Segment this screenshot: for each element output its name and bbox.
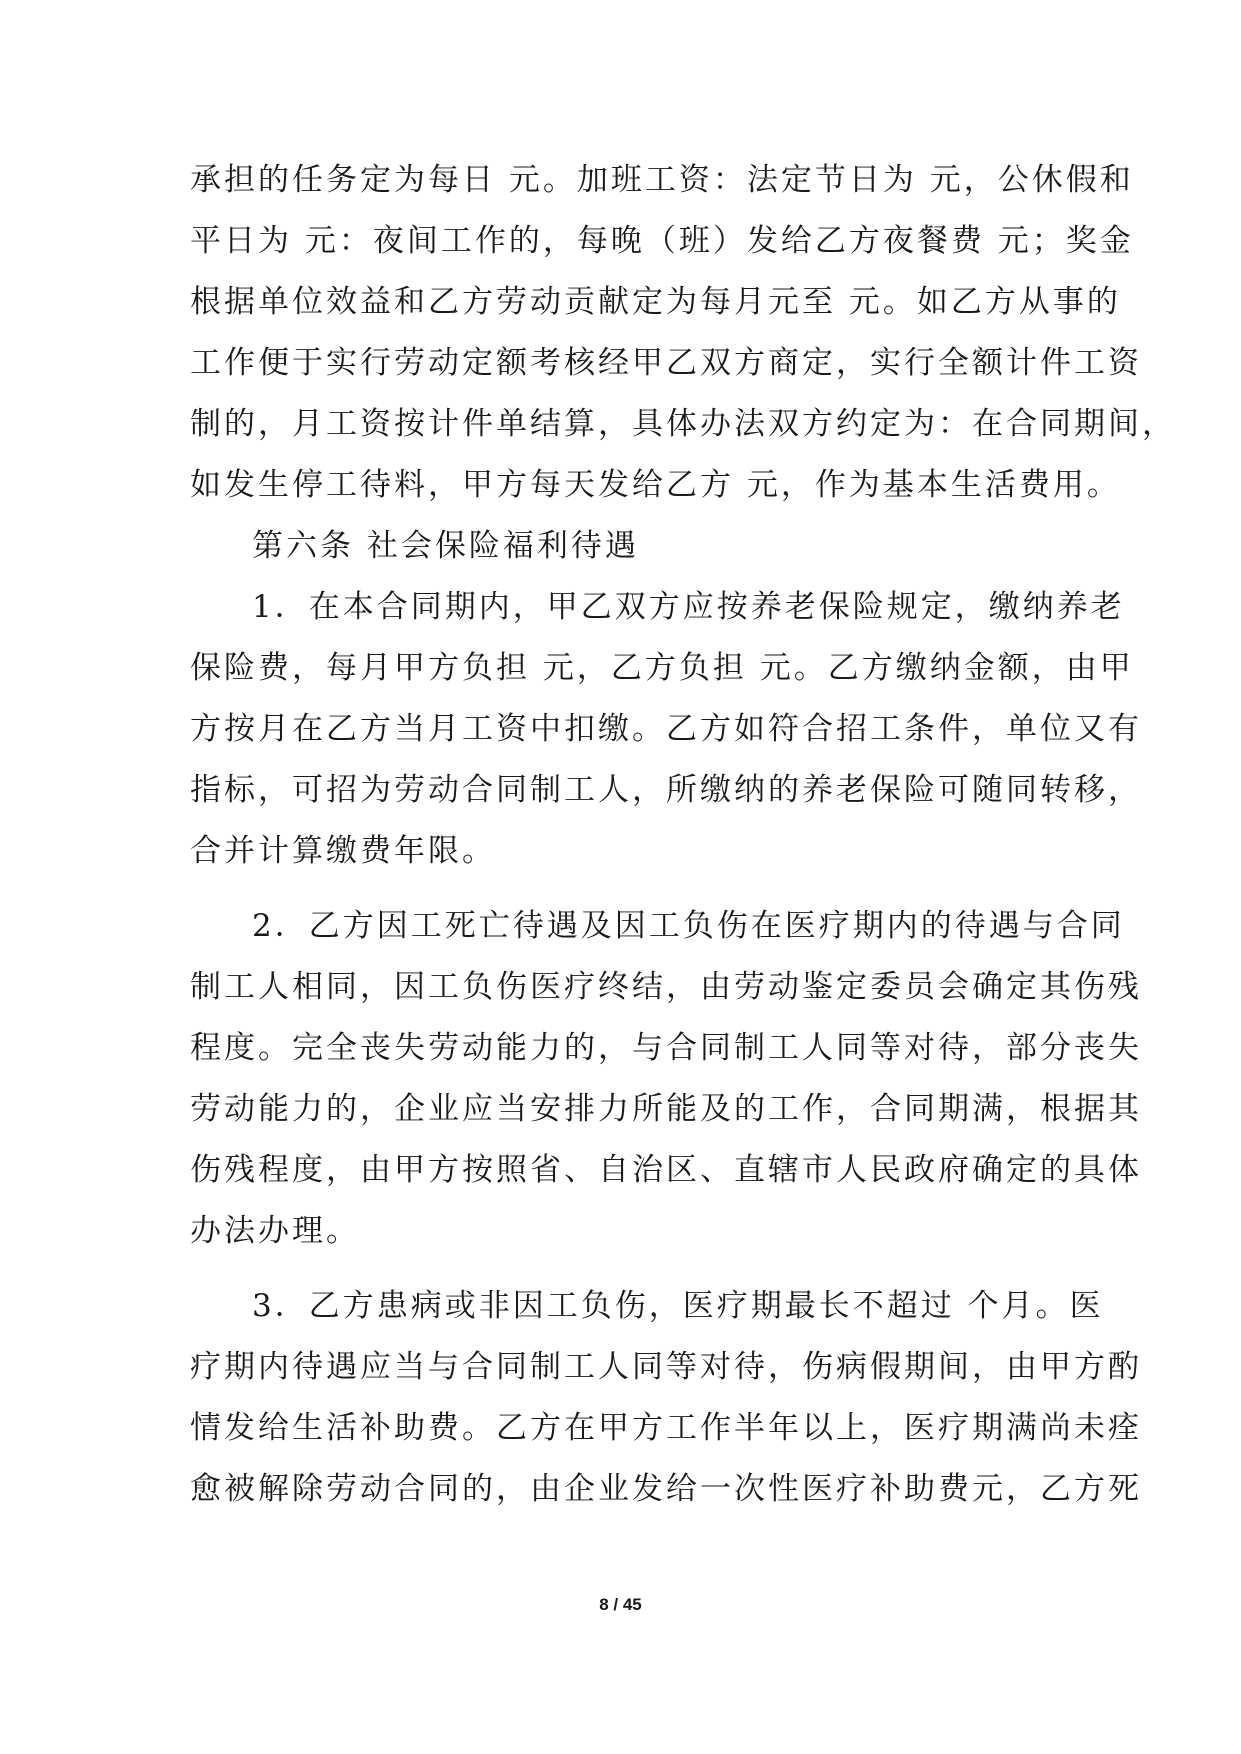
text-line: 3．乙方患病或非因工负伤，医疗期最长不超过 个月。医 — [252, 1288, 1104, 1324]
text-line: 保险费，每月甲方负担 元，乙方负担 元。乙方缴纳金额，由甲 — [190, 650, 1134, 686]
text-line: 方按月在乙方当月工资中扣缴。乙方如符合招工条件，单位又有 — [190, 711, 1142, 747]
text-line: 制的，月工资按计件单结算，具体办法双方约定为：在合同期间， — [190, 406, 1176, 442]
text-line: 指标，可招为劳动合同制工人，所缴纳的养老保险可随同转移， — [190, 772, 1142, 808]
text-line: 工作便于实行劳动定额考核经甲乙双方商定，实行全额计件工资 — [190, 345, 1142, 381]
text-line: 疗期内待遇应当与合同制工人同等对待，伤病假期间，由甲方酌 — [190, 1349, 1142, 1385]
text-line: 根据单位效益和乙方劳动贡献定为每月元至 元。如乙方从事的 — [190, 284, 1121, 320]
paragraph — [190, 150, 1176, 516]
text-line: 合并计算缴费年限。 — [190, 833, 496, 869]
section-heading — [190, 516, 1060, 577]
paragraph — [190, 577, 1142, 882]
text-line: 情发给生活补助费。乙方在甲方工作半年以上，医疗期满尚未痊 — [190, 1410, 1142, 1446]
paragraph-gap — [190, 1262, 1060, 1276]
paragraph — [190, 1276, 1142, 1520]
text-line: 办法办理。 — [190, 1213, 360, 1249]
paragraph — [190, 896, 1142, 1262]
paragraph-gap — [190, 882, 1060, 896]
text-line: 2．乙方因工死亡待遇及因工负伤在医疗期内的待遇与合同 — [252, 908, 1125, 944]
text-line: 制工人相同，因工负伤医疗终结，由劳动鉴定委员会确定其伤残 — [190, 969, 1142, 1005]
body-text — [190, 150, 1176, 1520]
text-line: 平日为 元：夜间工作的，每晚（班）发给乙方夜餐费 元；奖金 — [190, 223, 1134, 259]
text-line: 程度。完全丧失劳动能力的，与合同制工人同等对待，部分丧失 — [190, 1030, 1142, 1066]
page-number: 8 / 45 — [599, 1595, 642, 1614]
text-line: 伤残程度，由甲方按照省、自治区、直辖市人民政府确定的具体 — [190, 1152, 1142, 1188]
text-line: 1．在本合同期内，甲乙双方应按养老保险规定，缴纳养老 — [252, 589, 1125, 625]
text-line: 如发生停工待料，甲方每天发给乙方 元，作为基本生活费用。 — [190, 467, 1121, 503]
text-line: 第六条 社会保险福利待遇 — [252, 528, 639, 564]
text-line: 承担的任务定为每日 元。加班工资：法定节日为 元，公休假和 — [190, 162, 1134, 198]
text-line: 愈被解除劳动合同的，由企业发给一次性医疗补助费元，乙方死 — [190, 1471, 1142, 1507]
text-line: 劳动能力的，企业应当安排力所能及的工作，合同期满，根据其 — [190, 1091, 1142, 1127]
